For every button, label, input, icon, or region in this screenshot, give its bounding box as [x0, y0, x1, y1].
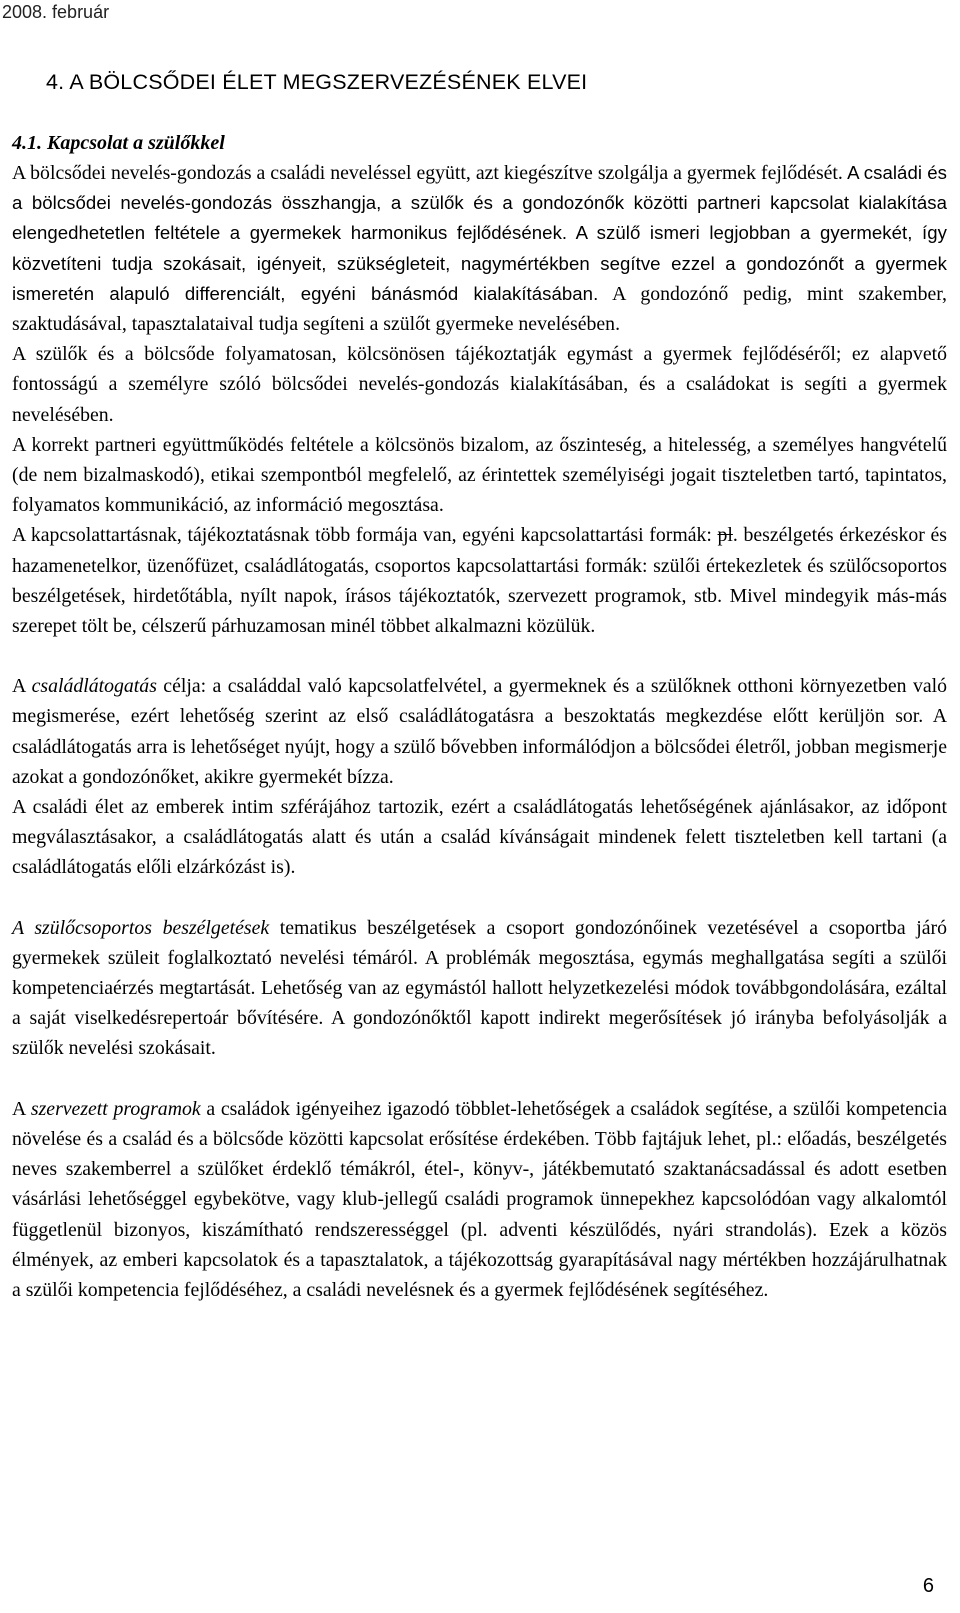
programs-lead: A: [12, 1097, 31, 1120]
paragraph-gap: [12, 641, 947, 671]
paragraph-organized-programs: [12, 1094, 947, 1305]
section-heading: 4. A BÖLCSŐDEI ÉLET MEGSZERVEZÉSÉNEK ELVEI: [46, 70, 588, 94]
contact-forms-strikethrough: pl: [717, 524, 733, 547]
contact-forms-part-1: A kapcsolattartásnak, tájékoztatásnak több formája van, egyéni kapcsolattartási formák:: [12, 524, 718, 547]
paragraph-family-privacy: A családi élet az emberek intim szférájához tartozik, ezért a családlátogatás lehetőségének ajánlásakor, az időpont megválasztásakor, a családlátogatás alatt és után a család kívánságait mindenek felett tiszteletben kell tartani (a családlátogatás előli elzárkózást is).: [12, 796, 947, 879]
paragraph-gap: [12, 883, 947, 913]
family-visit-lead: A: [12, 675, 32, 698]
paragraph-intro-part-4: A gondozónő pedig, mint szakember, szaktudásával, tapasztalataival tudja segíteni a szülőt gyermeke nevelésében.: [12, 282, 947, 336]
subsection-heading: 4.1. Kapcsolat a szülőkkel: [12, 132, 225, 154]
family-visit-body: célja: a családdal való kapcsolatfelvétel, a gyermeknek és a szülőknek otthoni környezetben való megismerése, ezért lehetőség szerint az első családlátogatásra a beszoktatás megkezdése előtt kerüljön sor. A családlátogatás arra is lehetőséget nyújt, hogy a szülő bővebben informálódjon a bölcsődei életről, jobban megismerje azokat a gondozónőket, akikre gyermekét bízza.: [12, 675, 948, 788]
document-body: [12, 64, 947, 1305]
paragraph-contact-forms: [12, 520, 947, 641]
paragraph-intro: [12, 158, 947, 339]
paragraph-intro-part-1: A bölcsődei nevelés-gondozás a családi neveléssel együtt, azt kiegészítve szolgálja a gyermek fejlődését.: [12, 162, 843, 184]
page-number: 6: [922, 1575, 934, 1597]
header-date: 2008. február: [2, 2, 110, 22]
paragraph-family-visit: [12, 671, 947, 792]
paragraph-parent-groups: [12, 913, 947, 1064]
contact-forms-part-2: . beszélgetés érkezéskor és hazamenetelkor, üzenőfüzet, családlátogatás, csoportos kapcsolattartási formák: szülői értekezletek és szülőcsoportos beszélgetések, hirdetőtábla, nyílt napok, írásos tájékoztatók, szervezett programok, stb. Mivel mindegyik más-más szerepet tölt be, célszerű párhuzamosan minél többet alkalmazni közülük.: [12, 524, 947, 638]
parent-groups-body: tematikus beszélgetések a csoport gondozónőinek vezetésével a csoportba járó gyermekek szüleit foglalkoztató nevelési témáról. A problémák megosztása, egymás meghallgatása segíti a szülői kompetenciaérzés megtartását. Lehetőség van az egymástól hallott helyzetkezelési módok továbbgondolására, ezáltal a saját viselkedésrepertoár bővítésére. A gondozónőktől kapott indirekt megerősítések jó irányba befolyásolják a szülők nevelési szokásait.: [12, 916, 947, 1060]
family-visit-term: családlátogatás: [31, 675, 157, 698]
parent-groups-term: A szülőcsoportos beszélgetések: [12, 916, 270, 939]
paragraph-intro-part-2: A családi és a bölcsődei nevelés-gondozás összhangja, a szülők és a gondozónők közötti partneri kapcsolat kialakítása elengedhetetlen feltétele a gyermekek harmonikus fejlődésének.: [12, 162, 947, 244]
paragraph-gap: [12, 1064, 947, 1094]
programs-term: szervezett programok: [30, 1097, 201, 1120]
paragraph-intro-part-3: A szülő ismeri legjobban a gyermekét, így közvetíteni tudja szokásait, igényeit, szükségleteit, nagymértékben segítve ezzel a gondozónőt a gyermek ismeretén alapuló differenciált, egyéni bánásmód kialakításában.: [12, 222, 947, 304]
programs-body: a családok igényeihez igazodó többlet-lehetőségek a családok segítése, a szülői kompetencia növelése és a család és a bölcsőde közötti kapcsolat erősítése érdekében. Több fajtájuk lehet, pl.: előadás, beszélgetés neves szakemberrel a szülőket érdeklő témákról, étel-, könyv-, játékbemutató szaktanácsadással és adott esetben vásárlási lehetőséggel egybekötve, vagy klub-jellegű családi programok ünnepekhez kapcsolódóan vagy alkalomtól függetlenül bizonyos, kiszámítható rendszerességgel (pl. adventi készülődés, nyári strandolás). Ezek a közös élmények, az emberi kapcsolatok és a tapasztalatok, a tájékozottság gyarapításával nagy mértékben hozzájárulhatnak a szülői kompetencia fejlődéséhez, a családi nevelésnek és a gyermek fejlődésének segítéséhez.: [12, 1097, 948, 1301]
paragraph-mutual-information: A szülők és a bölcsőde folyamatosan, kölcsönösen tájékoztatják egymást a gyermek fejlődéséről; ez alapvető fontosságú a személyre szóló bölcsődei nevelés-gondozás kialakításában, és a családokat is segíti a gyermek nevelésében.: [12, 343, 947, 426]
paragraph-partnership: A korrekt partneri együttműködés feltétele a kölcsönös bizalom, az őszinteség, a hitelesség, a személyes hangvételű (de nem bizalmaskodó), etikai szempontból megfelelő, az érintettek személyiségi jogait tiszteletben tartó, tapintatos, folyamatos kommunikáció, az információ megosztása.: [12, 433, 947, 517]
